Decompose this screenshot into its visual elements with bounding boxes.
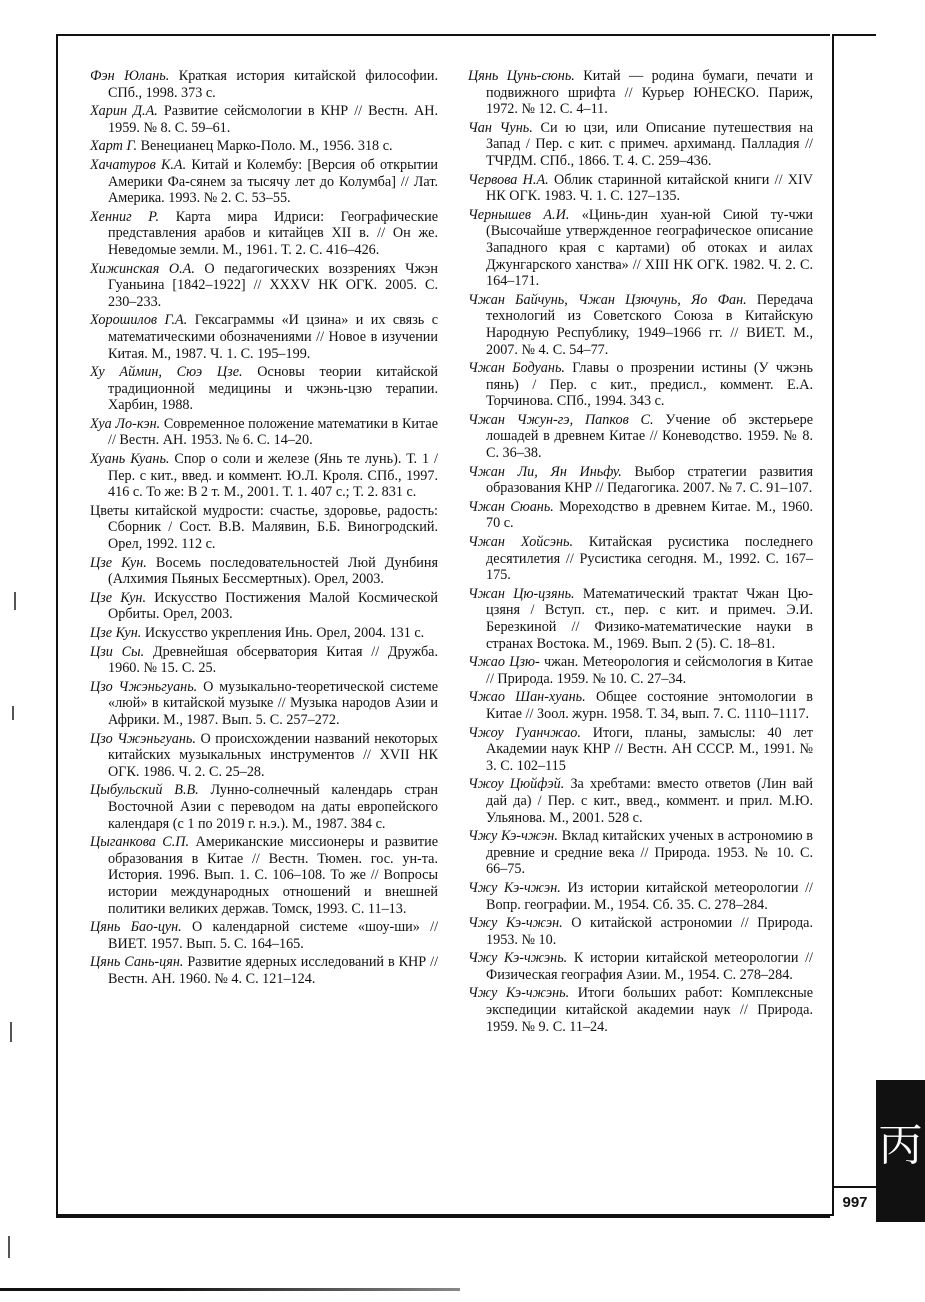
entry-text: О педагогических воззрениях Чжэн Гуаньина [1842–1922] // XXXV НК ОГК. 2005. С. 230–233. [108,260,438,310]
entry-author: Хенниг Р. [90,208,160,225]
right-rule [832,34,834,1214]
entry-author: Цыбульский В.В. [90,782,199,799]
entry-author: Харин Д.А. [90,103,158,120]
entry-author: Чжу Кэ-чжэн. [468,915,563,932]
bibliography-entry [90,68,438,101]
entry-text: чжан. Метеорология и сейсмология в Китае // Природа. 1959. № 10. С. 27–34. [486,654,813,687]
entry-text: Древнейшая обсерватория Китая // Дружба. 1960. № 15. С. 25. [108,643,439,677]
entry-author: Чжан Байчунь, Чжан Цзючунь, Яо Фан. [468,291,747,308]
entry-text: Итоги, планы, замыслы: 40 лет Академии наук КНР // Вестн. АН СССР. М., 1991. № 3. С. 102–115 [486,724,813,774]
bibliography-entry [90,364,438,414]
bibliography-entry [468,534,813,584]
entry-text: Китай и Колембу: [Версия об открытии Америки Фа-сянем за тысячу лет до Колумба] // Лат. Америка. 1993. № 2. С. 53–55. [108,156,439,207]
entry-author: Хачатуров К.А. [90,156,187,173]
entry-author: Чжан Цю-цзянь. [468,585,575,602]
margin-mark [10,1022,12,1042]
entry-text: Учение об экстерьере лошадей в древнем Китае // Коневодство. 1959. № 8. С. 36–38. [486,411,813,462]
bibliography-entry [468,120,813,170]
entry-text: Китай — родина бумаги, печати и подвижного шрифта // Курьер ЮНЕСКО. Париж, 1972. № 12. С. 4–11. [486,68,813,118]
bibliography-entry [468,950,813,983]
entry-author: Чжан Хойсэнь. [468,534,573,551]
entry-author: Цыганкова С.П. [90,834,190,851]
entry-text: Главы о прозрении истины (У чжэнь пянь) / Пер. с кит., предисл., коммент. Е.А. Торчинова. СПб., 1994. 343 с. [486,360,814,410]
bibliography-entry [90,157,438,207]
entry-text: Развитие ядерных исследований в КНР // Вестн. АН. 1960. № 4. С. 121–124. [108,954,439,987]
bibliography-entry [468,586,813,652]
entry-text: О происхождении названий некоторых китайских музыкальных инструментов // XVII НК ОГК. 1986. Ч. 2. С. 25–28. [108,730,438,780]
bibliography-entry [468,915,813,948]
entry-author: Чжан Сюань. [468,498,554,515]
bibliography-entry [468,412,813,462]
entry-text: О китайской астрономии // Природа. 1953. № 10. [486,915,814,948]
bibliography-entry [468,776,813,826]
entry-text: Восемь последовательностей Люй Дунбиня (Алхимия Пьяных Бессмертных). Орел, 2003. [108,554,438,588]
bibliography-entry [468,68,813,118]
entry-author: Цзи Сы. [90,643,145,660]
entry-text: «Цинь-дин хуан-юй Сиюй ту-чжи (Высочайше утвержденное географическое описание Западного края с картами) об отоках и аилах Джунгарского ханства» // XIII НК ОГК. 1982. Ч. 2. С. 164–171. [486,206,814,290]
entry-author: Хижинская О.А. [90,260,195,277]
entry-author: Цзе Кун. [90,554,147,571]
bibliography-entry [90,312,438,362]
bibliography-entry [468,207,813,290]
entry-author: Чжу Кэ-чжэн. [468,828,558,845]
bibliography-entry [90,451,438,501]
entry-text: О музыкально-теоретической системе «люй» в китайской музыке // Музыка народов Азии и Африки. М., 1987. Вып. 5. С. 257–272. [108,678,438,728]
entry-text: Си ю цзи, или Описание путешествия на Запад / Пер. с кит. с примеч. архиманд. Палладия // ТЧРДМ. СПб., 1866. Т. 4. С. 259–436. [486,119,814,169]
entry-author: Чжао Шан-хуань. [468,689,586,706]
bibliography-entry [468,880,813,913]
margin-mark [12,706,14,720]
entry-text: Карта мира Идриси: Географические представления арабов и китайцев XII в. // Он же. Неведомые земли. М., 1961. Т. 2. С. 416–426. [108,208,439,258]
entry-text: Лунно-солнечный календарь стран Восточной Азии с переводом на даты европейского календаря (с 1 по 2019 г. н.э.). М., 1987. 384 с. [108,782,438,832]
entry-text: Вклад китайских ученых в астрономию в древние и средние века // Природа. 1953. № 10. С. 66–75. [486,828,814,878]
entry-text: Искусство укрепления Инь. Орел, 2004. 131 с. [144,625,425,641]
bibliography-entry [90,209,438,259]
entry-author: Чжу Кэ-чжэн. [468,879,561,896]
thumb-tab-character: 丙 [878,1120,923,1171]
entry-author: Чжоу Цюйфэй. [468,776,565,793]
bibliography-entry [90,782,438,832]
entry-text: Выбор стратегии развития образования КНР // Педагогика. 2007. № 7. С. 91–107. [486,463,814,497]
top-line [832,34,876,36]
bibliography-entry [90,834,438,917]
bibliography-entry [90,625,438,642]
bibliography-entry [468,828,813,878]
entry-author: Чжоу Гуанчжао. [468,724,581,741]
bibliography-entry [468,292,813,358]
scan-edge [0,1288,460,1291]
bibliography-entry [468,360,813,410]
entry-author: Хуань Куань. [90,451,170,468]
bibliography-entry [468,172,813,205]
bibliography-entry [90,919,438,952]
entry-text: О календарной системе «шоу-ши» // ВИЕТ. 1957. Вып. 5. С. 164–165. [108,919,439,952]
entry-text: Гексаграммы «И цзина» и их связь с математическими обозначениями // Новое в изучении Китая. М., 1987. Ч. 1. С. 195–199. [108,312,439,362]
page-number: 997 [842,1193,868,1211]
bibliography-entry [468,464,813,497]
entry-text: Американские миссионеры и развитие образования в Китае // Вестн. Тюмен. гос. ун-та. История. 1996. Вып. 1. С. 106–108. То же // Вопросы истории международных отношений и внешней политики великих держав. Томск, 1993. С. 11–13. [108,834,438,917]
entry-text: Передача технологий из Советского Союза в Китайскую Народную Республику, 1949–1966 гг. // ВИЕТ. М., 2007. № 4. С. 54–77. [486,291,814,358]
entry-author: Цянь Цунь-сюнь. [468,68,575,84]
bibliography-entry [90,731,438,781]
bibliography-entry [90,590,438,623]
margin-mark [14,592,16,610]
entry-author: Цянь Бао-цун. [90,919,182,936]
bibliography-entry [468,654,813,687]
entry-author: Чжао Цзю- [468,654,540,671]
entry-author: Цзе Кун. [90,625,142,641]
bibliography-entry [90,954,438,987]
entry-text: Облик старинной китайской книги // XIV НК ОГК. 1983. Ч. 1. С. 127–135. [486,171,813,205]
entry-text: Краткая история китайской философии. СПб., 1998. 373 с. [108,68,439,101]
entry-text: Спор о соли и железе (Янь те лунь). Т. 1 / Пер. с кит., введ. и коммент. Ю.Л. Кроля. СПб., 1997. 416 с. То же: В 2 т. М., 2001. Т. 1. 407 с.; Т. 2. 831 с. [108,451,438,501]
bibliography-entry [90,555,438,588]
entry-text: Общее состояние энтомологии в Китае // Зоол. журн. 1958. Т. 34, вып. 7. С. 1110–1117. [486,689,813,722]
entry-author: Чжу Кэ-чжэнь. [468,950,568,967]
entry-author: Цзо Чжэньгуань. [90,730,196,747]
thumb-index-tab [876,1080,925,1222]
entry-text: Современное положение математики в Китае // Вестн. АН. 1953. № 6. С. 14–20. [108,415,438,449]
entry-text: Итоги больших работ: Комплексные экспедиции китайской академии наук // Природа. 1959. № 9. С. 11–24. [486,985,814,1035]
entry-text: Мореходство в древнем Китае. М., 1960. 70 с. [486,498,813,532]
entry-text: Китайская русистика последнего десятилетия // Русистика сегодня. М., 1992. С. 167–175. [486,534,814,584]
bibliography-entry [90,261,438,311]
entry-text: Искусство Постижения Малой Космической Орбиты. Орел, 2003. [108,589,438,623]
bibliography-entry [90,679,438,729]
bibliography-entry [90,644,438,677]
entry-author: Цянь Сань-цян. [90,954,184,971]
entry-author: Цзо Чжэньгуань. [90,678,198,695]
entry-author: Фэн Юлань. [90,68,170,84]
entry-author: Хуа Ло-кэн. [90,415,161,432]
right-column [468,68,813,1037]
entry-text: Венецианец Марко-Поло. М., 1956. 318 с. [140,138,393,155]
entry-author: Хорошилов Г.А. [90,312,188,329]
bibliography-entry [468,985,813,1035]
entry-text: Математический трактат Чжан Цю-цзяня / Вступ. ст., пер. с кит. и примеч. Э.И. Березкиной // Физико-математические науки в странах Востока. М., 1969. Вып. 2 (5). С. 18–81. [486,585,813,652]
entry-author: Цзе Кун. [90,589,147,606]
left-column [90,68,438,989]
entry-text: К истории китайской метеорологии // Физическая география Азии. М., 1954. С. 278–284. [486,950,813,983]
entry-text: Развитие сейсмологии в КНР // Вестн. АН. 1959. № 8. С. 59–61. [108,103,438,136]
entry-text: За хребтами: вместо ответов (Лин вай дай да) / Пер. с кит., введ., коммент. и прил. М.Ю. Ульянова. М., 2001. 528 с. [486,776,813,826]
entry-text: Из истории китайской метеорологии // Вопр. географии. М., 1954. Сб. 35. С. 278–284. [486,879,813,913]
entry-text: Цветы китайской мудрости: счастье, здоровье, радость: Сборник / Сост. В.В. Малявин, Б.Б. Виногродский. Орел, 1992. 112 с. [90,502,438,553]
entry-author: Чжу Кэ-чжэнь. [468,985,570,1002]
entry-author: Чан Чунь. [468,119,533,136]
bibliography-entry [90,103,438,136]
entry-author: Чжан Бодуань. [468,360,565,377]
entry-author: Чжан Чжун-гэ, Папков С. [468,411,654,428]
entry-author: Червова Н.А. [468,171,549,188]
bibliography-entry [90,503,438,553]
page-number-box [834,1186,876,1216]
entry-author: Чернышев А.И. [468,206,570,223]
entry-text: Основы теории китайской традиционной медицины и чжэнь-цзю терапии. Харбин, 1988. [108,364,439,414]
bibliography-entry [468,725,813,775]
entry-author: Ху Аймин, Сюэ Цзе. [90,364,243,381]
margin-mark [8,1236,10,1258]
bibliography-entry [90,138,438,155]
bibliography-entry [90,416,438,449]
bibliography-entry [468,499,813,532]
bottom-line [56,1214,886,1216]
entry-author: Чжан Ли, Ян Иньфу. [468,463,622,480]
bibliography-entry [468,689,813,722]
entry-author: Харт Г. [90,138,138,155]
